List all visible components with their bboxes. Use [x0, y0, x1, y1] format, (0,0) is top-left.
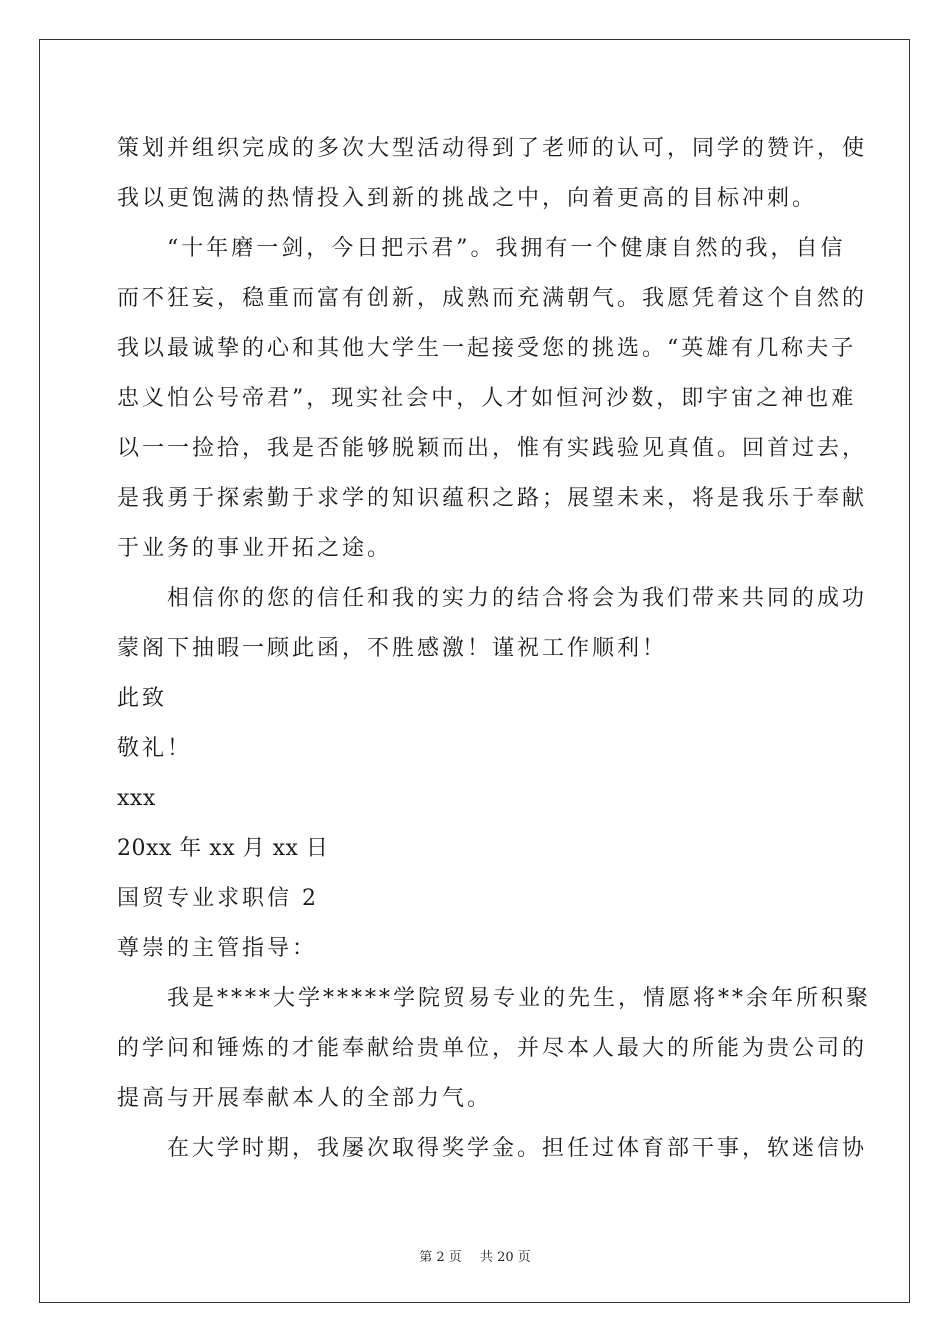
salutation-line: 敬礼！ — [117, 736, 193, 761]
closing-line: 此致 — [117, 686, 168, 711]
text-line: 忠义怕公号帝君”，现实社会中，人才如恒河沙数，即宇宙之神也难 — [117, 386, 857, 411]
text-line: 我以最诚挚的心和其他大学生一起接受您的挑选。“英雄有几称夫子 — [117, 336, 857, 361]
date-line: 20xx 年 xx 月 xx 日 — [117, 836, 329, 861]
text-line: 我是****大学*****学院贸易专业的先生，情愿将**余年所积聚 — [117, 986, 872, 1011]
section-title: 国贸专业求职信 2 — [117, 886, 319, 911]
text-line: 是我勇于探索勤于求学的知识蕴积之路；展望未来，将是我乐于奉献 — [117, 486, 868, 511]
text-line: 以一一捡拾，我是否能够脱颖而出，惟有实践验见真值。回首过去， — [117, 436, 868, 461]
text-line: 蒙阁下抽暇一顾此函，不胜感激！谨祝工作顺利！ — [117, 636, 668, 661]
text-line: 我以更饱满的热情投入到新的挑战之中，向着更高的目标冲刺。 — [117, 186, 818, 211]
text-line: 在大学时期，我屡次取得奖学金。担任过体育部干事，软迷信协 — [117, 1136, 868, 1161]
page-number: 第 2 页 — [419, 1250, 462, 1265]
text-line: 提高与开展奉献本人的全部力气。 — [117, 1086, 493, 1111]
text-line: 策划并组织完成的多次大型活动得到了老师的认可，同学的赞许，使 — [117, 136, 868, 161]
text-line: 相信你的您的信任和我的实力的结合将会为我们带来共同的成功 — [117, 586, 868, 611]
signature-line: xxx — [117, 786, 156, 811]
document-body — [117, 124, 872, 1174]
page-footer — [0, 1246, 950, 1265]
text-line: 而不狂妄，稳重而富有创新，成熟而充满朝气。我愿凭着这个自然的 — [117, 286, 868, 311]
text-line: 的学问和锤炼的才能奉献给贵单位，并尽本人最大的所能为贵公司的 — [117, 1036, 868, 1061]
greeting-line: 尊崇的主管指导： — [117, 936, 318, 961]
text-line: “十年磨一剑，今日把示君”。我拥有一个健康自然的我，自信 — [117, 236, 846, 261]
text-line: 于业务的事业开拓之途。 — [117, 536, 393, 561]
page-total: 共 20 页 — [479, 1250, 531, 1265]
